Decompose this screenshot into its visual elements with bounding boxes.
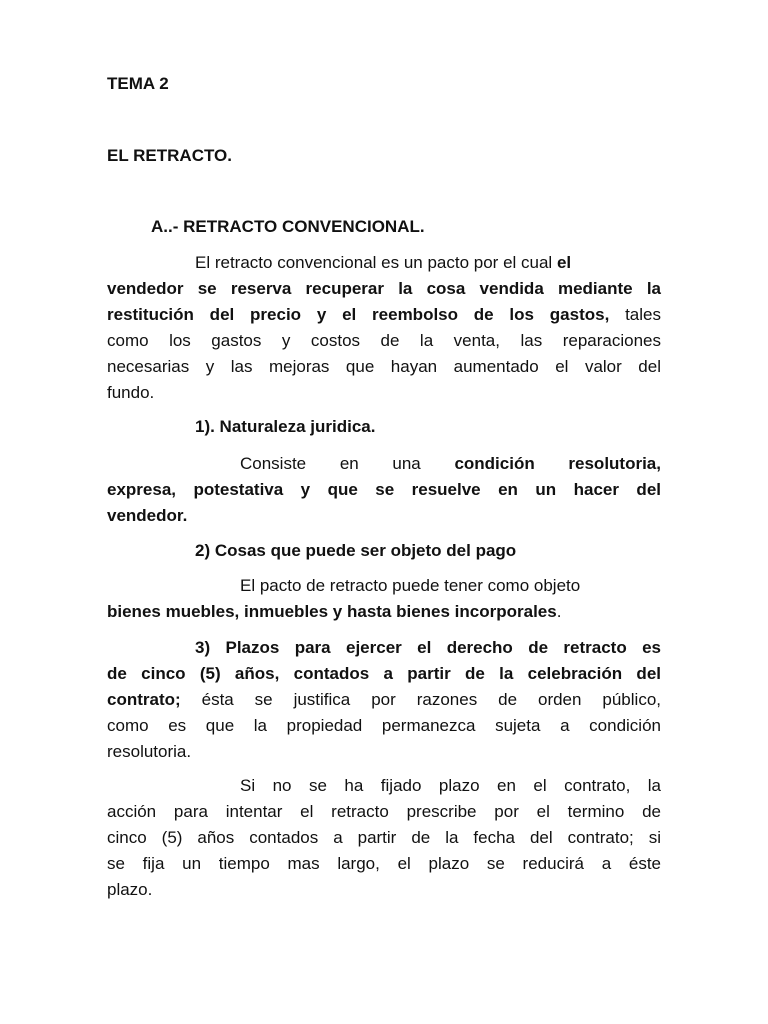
- paragraph-line: 3) Plazos para ejercer el derecho de retracto es: [195, 638, 661, 657]
- paragraph-line: [240, 451, 661, 477]
- paragraph-line: plazo.: [107, 880, 153, 899]
- bold-run: condición resolutoria,: [454, 454, 661, 473]
- subsection-title: A..- RETRACTO CONVENCIONAL.: [151, 217, 425, 236]
- text-run: El retracto convencional es un pacto por el cual: [195, 253, 557, 272]
- paragraph-line: necesarias y las mejoras que hayan aumentado el valor del: [107, 357, 661, 376]
- bold-run: bienes muebles, inmuebles y hasta bienes incorporales: [107, 602, 557, 621]
- paragraph-line: como es que la propiedad permanezca sujeta a condición: [107, 716, 661, 735]
- text-run: .: [556, 602, 562, 621]
- paragraph-line: cinco (5) años contados a partir de la fecha del contrato; si: [107, 828, 661, 847]
- paragraph-line: se fija un tiempo mas largo, el plazo se reducirá a éste: [107, 854, 661, 873]
- paragraph-line: de cinco (5) años, contados a partir de la celebración del: [107, 664, 661, 683]
- paragraph-line: como los gastos y costos de la venta, las reparaciones: [107, 331, 661, 350]
- paragraph-line: expresa, potestativa y que se resuelve en un hacer del: [107, 480, 661, 499]
- subheading-naturaleza: 1). Naturaleza juridica.: [195, 417, 376, 436]
- subheading-cosas: 2) Cosas que puede ser objeto del pago: [195, 541, 517, 560]
- section-title: EL RETRACTO.: [107, 146, 232, 165]
- paragraph-line: [107, 599, 561, 625]
- text-run: Consiste en una: [240, 454, 455, 473]
- paragraph-line: El pacto de retracto puede tener como objeto: [240, 576, 581, 595]
- text-run: tales: [609, 305, 661, 324]
- paragraph-line: resolutoria.: [107, 742, 192, 761]
- bold-run: el: [556, 253, 572, 272]
- paragraph-line: [107, 302, 661, 328]
- bold-run: restitución del precio y el reembolso de los gastos,: [107, 305, 610, 324]
- paragraph-line: [195, 250, 571, 276]
- text-run: ésta se justifica por razones de orden público,: [180, 690, 661, 709]
- tema-heading: TEMA 2: [107, 74, 169, 93]
- paragraph-line: Si no se ha fijado plazo en el contrato, la: [240, 776, 661, 795]
- paragraph-line: vendedor se reserva recuperar la cosa vendida mediante la: [107, 279, 661, 298]
- paragraph-line: [107, 687, 661, 713]
- paragraph-line: fundo.: [107, 383, 155, 402]
- paragraph-line: vendedor.: [107, 506, 188, 525]
- paragraph-line: acción para intentar el retracto prescribe por el termino de: [107, 802, 661, 821]
- bold-run: contrato;: [107, 690, 181, 709]
